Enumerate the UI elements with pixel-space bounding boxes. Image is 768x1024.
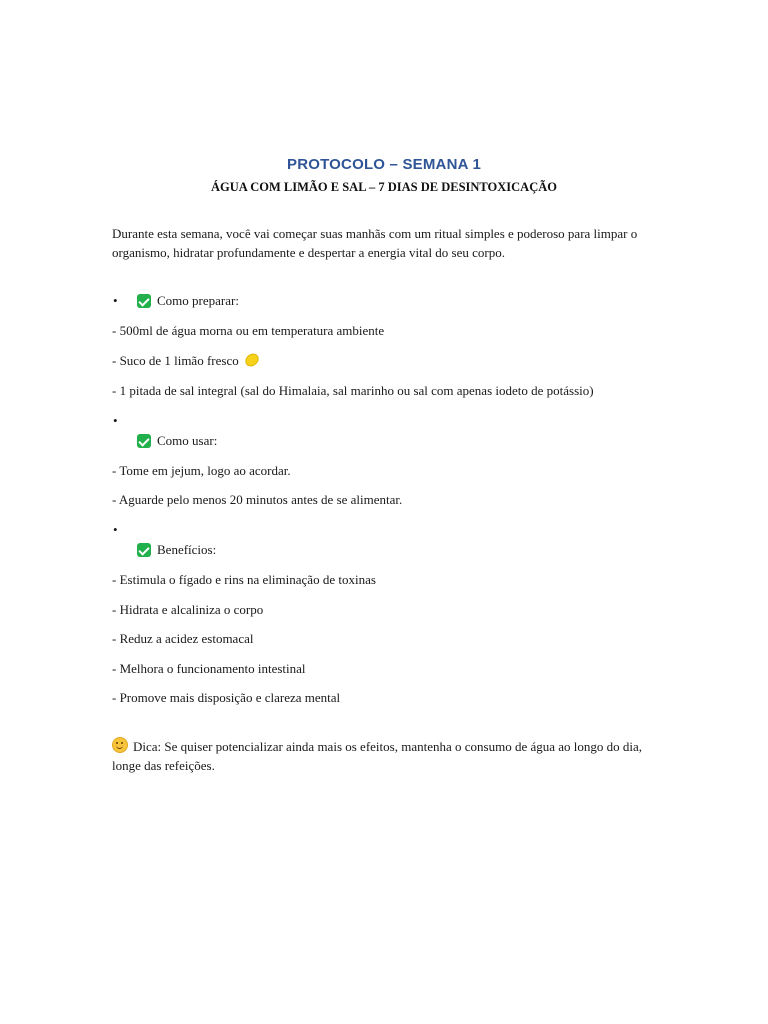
list-item: - Reduz a acidez estomacal <box>112 631 254 646</box>
section-heading-label: Benefícios: <box>157 542 217 557</box>
check-mark-icon <box>137 294 151 308</box>
list-item: - 1 pitada de sal integral (sal do Himalaia, sal marinho ou sal com apenas iodeto de potássio) <box>112 383 594 398</box>
check-mark-icon <box>137 434 151 448</box>
section-heading-benefits <box>137 541 216 559</box>
section-heading-use <box>137 432 217 450</box>
lemon-icon <box>243 352 260 368</box>
list-item: - Promove mais disposição e clareza mental <box>112 690 341 705</box>
list-item: - Melhora o funcionamento intestinal <box>112 661 306 676</box>
list-item: - 500ml de água morna ou em temperatura ambiente <box>112 323 385 338</box>
document-title: PROTOCOLO – SEMANA 1 <box>286 156 482 173</box>
tip-text: Dica: Se quiser potencializar ainda mais os efeitos, mantenha o consumo de água ao longo do dia, longe das refeições. <box>112 739 643 773</box>
list-item: - Estimula o fígado e rins na eliminação de toxinas <box>112 572 376 587</box>
hugging-face-icon <box>112 737 128 753</box>
list-item: - Aguarde pelo menos 20 minutos antes de se alimentar. <box>112 492 403 507</box>
section-heading-label: Como preparar: <box>157 293 239 308</box>
tip-paragraph <box>112 737 660 775</box>
bullet-marker: • <box>113 413 118 428</box>
intro-paragraph: Durante esta semana, você vai começar suas manhãs com um ritual simples e poderoso para limpar o organismo, hidratar profundamente e despertar a energia vital do seu corpo. <box>112 226 638 260</box>
check-mark-icon <box>137 543 151 557</box>
list-item-text: - Suco de 1 limão fresco <box>112 353 239 368</box>
list-item-lemon <box>112 352 259 370</box>
bullet-marker: • <box>113 293 118 308</box>
bullet-marker: • <box>113 522 118 537</box>
list-item: - Tome em jejum, logo ao acordar. <box>112 463 291 478</box>
section-heading-label: Como usar: <box>157 433 218 448</box>
section-heading-prepare <box>137 292 239 310</box>
list-item: - Hidrata e alcaliniza o corpo <box>112 602 264 617</box>
document-subtitle: ÁGUA COM LIMÃO E SAL – 7 DIAS DE DESINTOXICAÇÃO <box>210 180 557 194</box>
